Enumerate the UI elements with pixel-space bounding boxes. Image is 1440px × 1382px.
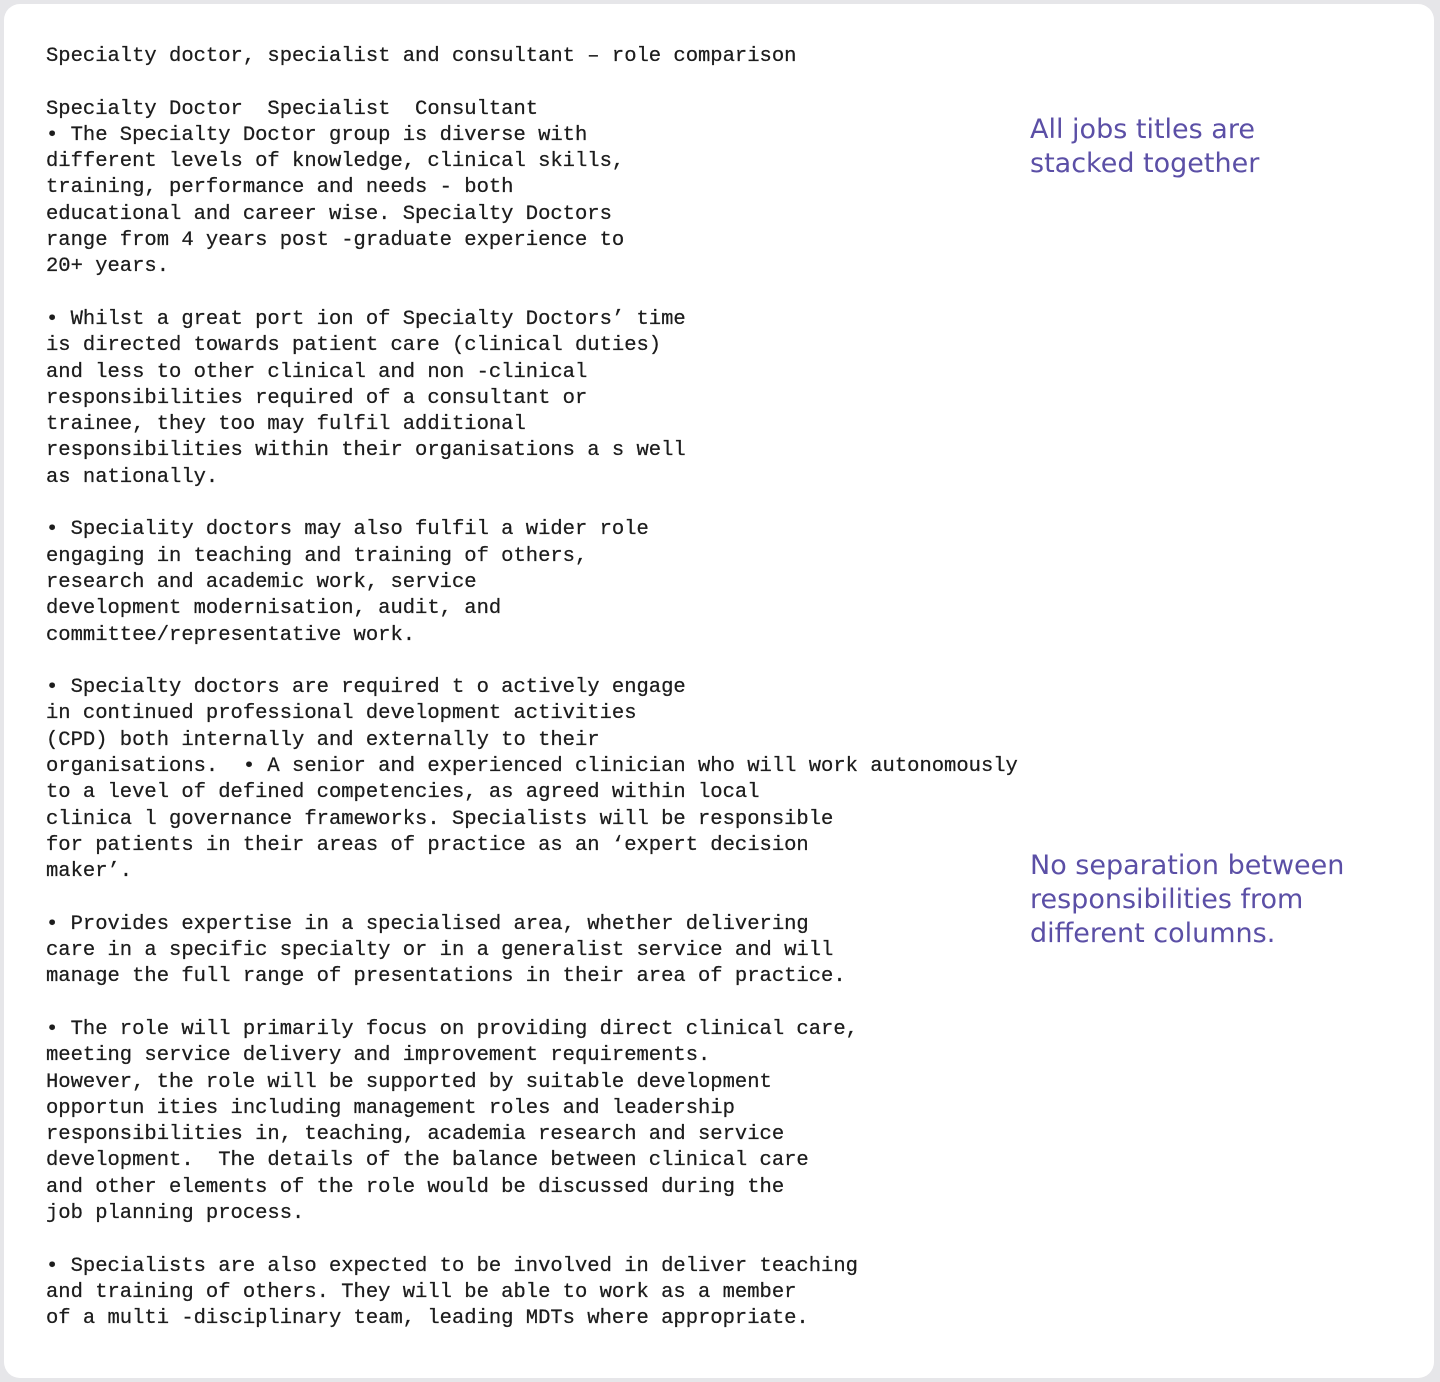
- text-line: to a level of defined competencies, as agreed within local: [46, 781, 760, 805]
- text-line: maker’.: [46, 860, 133, 884]
- text-line: development. The details of the balance between clinical care: [46, 1149, 809, 1173]
- text-line: • The role will primarily focus on providing direct clinical care,: [46, 1017, 858, 1041]
- document-paragraph: [46, 517, 1018, 648]
- text-line: responsibilities in, teaching, academia research and service: [46, 1123, 785, 1147]
- text-line: educational and career wise. Specialty Doctors: [46, 202, 612, 226]
- text-line: (CPD) both internally and externally to their: [46, 728, 600, 752]
- document-paragraph: [46, 1254, 1018, 1333]
- text-line: for patients in their areas of practice as an ‘expert decision: [46, 833, 809, 857]
- text-line: • Specialists are also expected to be involved in deliver teaching: [46, 1254, 858, 1278]
- text-line: care in a specific specialty or in a generalist service and will: [46, 939, 834, 963]
- document-body: [46, 44, 1018, 1333]
- text-line: 20+ years.: [46, 255, 170, 279]
- text-line: in continued professional development activities: [46, 702, 637, 726]
- document-paragraph: [46, 912, 1018, 991]
- text-line: opportun ities including management roles and leadership: [46, 1096, 735, 1120]
- annotation-line: No separation between: [1030, 850, 1345, 881]
- text-line: and other elements of the role would be discussed during the: [46, 1175, 785, 1199]
- text-line: • Specialty doctors are required t o actively engage: [46, 676, 686, 700]
- text-line: However, the role will be supported by suitable development: [46, 1070, 772, 1094]
- text-line: and training of others. They will be able to work as a member: [46, 1280, 797, 1304]
- screenshot-frame: [4, 4, 1434, 1378]
- text-line: responsibilities required of a consultant or: [46, 386, 588, 410]
- text-line: trainee, they too may fulfil additional: [46, 413, 526, 437]
- paragraph-list: [46, 97, 1018, 1333]
- text-line: responsibilities within their organisations a s well: [46, 439, 686, 463]
- text-line: research and academic work, service: [46, 570, 477, 594]
- text-line: different levels of knowledge, clinical skills,: [46, 150, 625, 174]
- annotation-line: different columns.: [1030, 918, 1276, 949]
- text-line: development modernisation, audit, and: [46, 597, 502, 621]
- annotation-line: stacked together: [1030, 148, 1260, 179]
- text-line: clinica l governance frameworks. Specialists will be responsible: [46, 807, 834, 831]
- text-line: training, performance and needs - both: [46, 176, 514, 200]
- text-line: organisations. • A senior and experienced clinician who will work autonomously: [46, 755, 1018, 779]
- text-line: as nationally.: [46, 465, 219, 489]
- text-line: • Provides expertise in a specialised area, whether delivering: [46, 912, 809, 936]
- annotation-no-separation: [1030, 849, 1344, 951]
- text-line: of a multi -disciplinary team, leading MDTs where appropriate.: [46, 1307, 809, 1331]
- text-line: meeting service delivery and improvement requirements.: [46, 1044, 711, 1068]
- document-paragraph: [46, 97, 1018, 281]
- text-line: is directed towards patient care (clinical duties): [46, 334, 662, 358]
- document-paragraph: [46, 1017, 1018, 1227]
- text-line: • Whilst a great port ion of Specialty Doctors’ time: [46, 307, 686, 331]
- text-line: range from 4 years post -graduate experience to: [46, 229, 625, 253]
- annotation-line: responsibilities from: [1030, 884, 1304, 915]
- text-line: manage the full range of presentations in their area of practice.: [46, 965, 846, 989]
- document-paragraph: [46, 675, 1018, 885]
- text-line: engaging in teaching and training of others,: [46, 544, 588, 568]
- document-paragraph: [46, 307, 1018, 491]
- text-line: committee/representative work.: [46, 623, 416, 647]
- text-line: Specialty Doctor Specialist Consultant: [46, 97, 539, 121]
- text-line: job planning process.: [46, 1202, 305, 1226]
- document-title: Specialty doctor, specialist and consultant – role comparison: [46, 45, 797, 68]
- text-line: and less to other clinical and non -clinical: [46, 360, 588, 384]
- annotation-titles-stacked: [1030, 113, 1259, 181]
- annotation-line: All jobs titles are: [1030, 114, 1255, 145]
- text-line: • The Specialty Doctor group is diverse with: [46, 123, 588, 147]
- text-line: • Speciality doctors may also fulfil a wider role: [46, 518, 649, 542]
